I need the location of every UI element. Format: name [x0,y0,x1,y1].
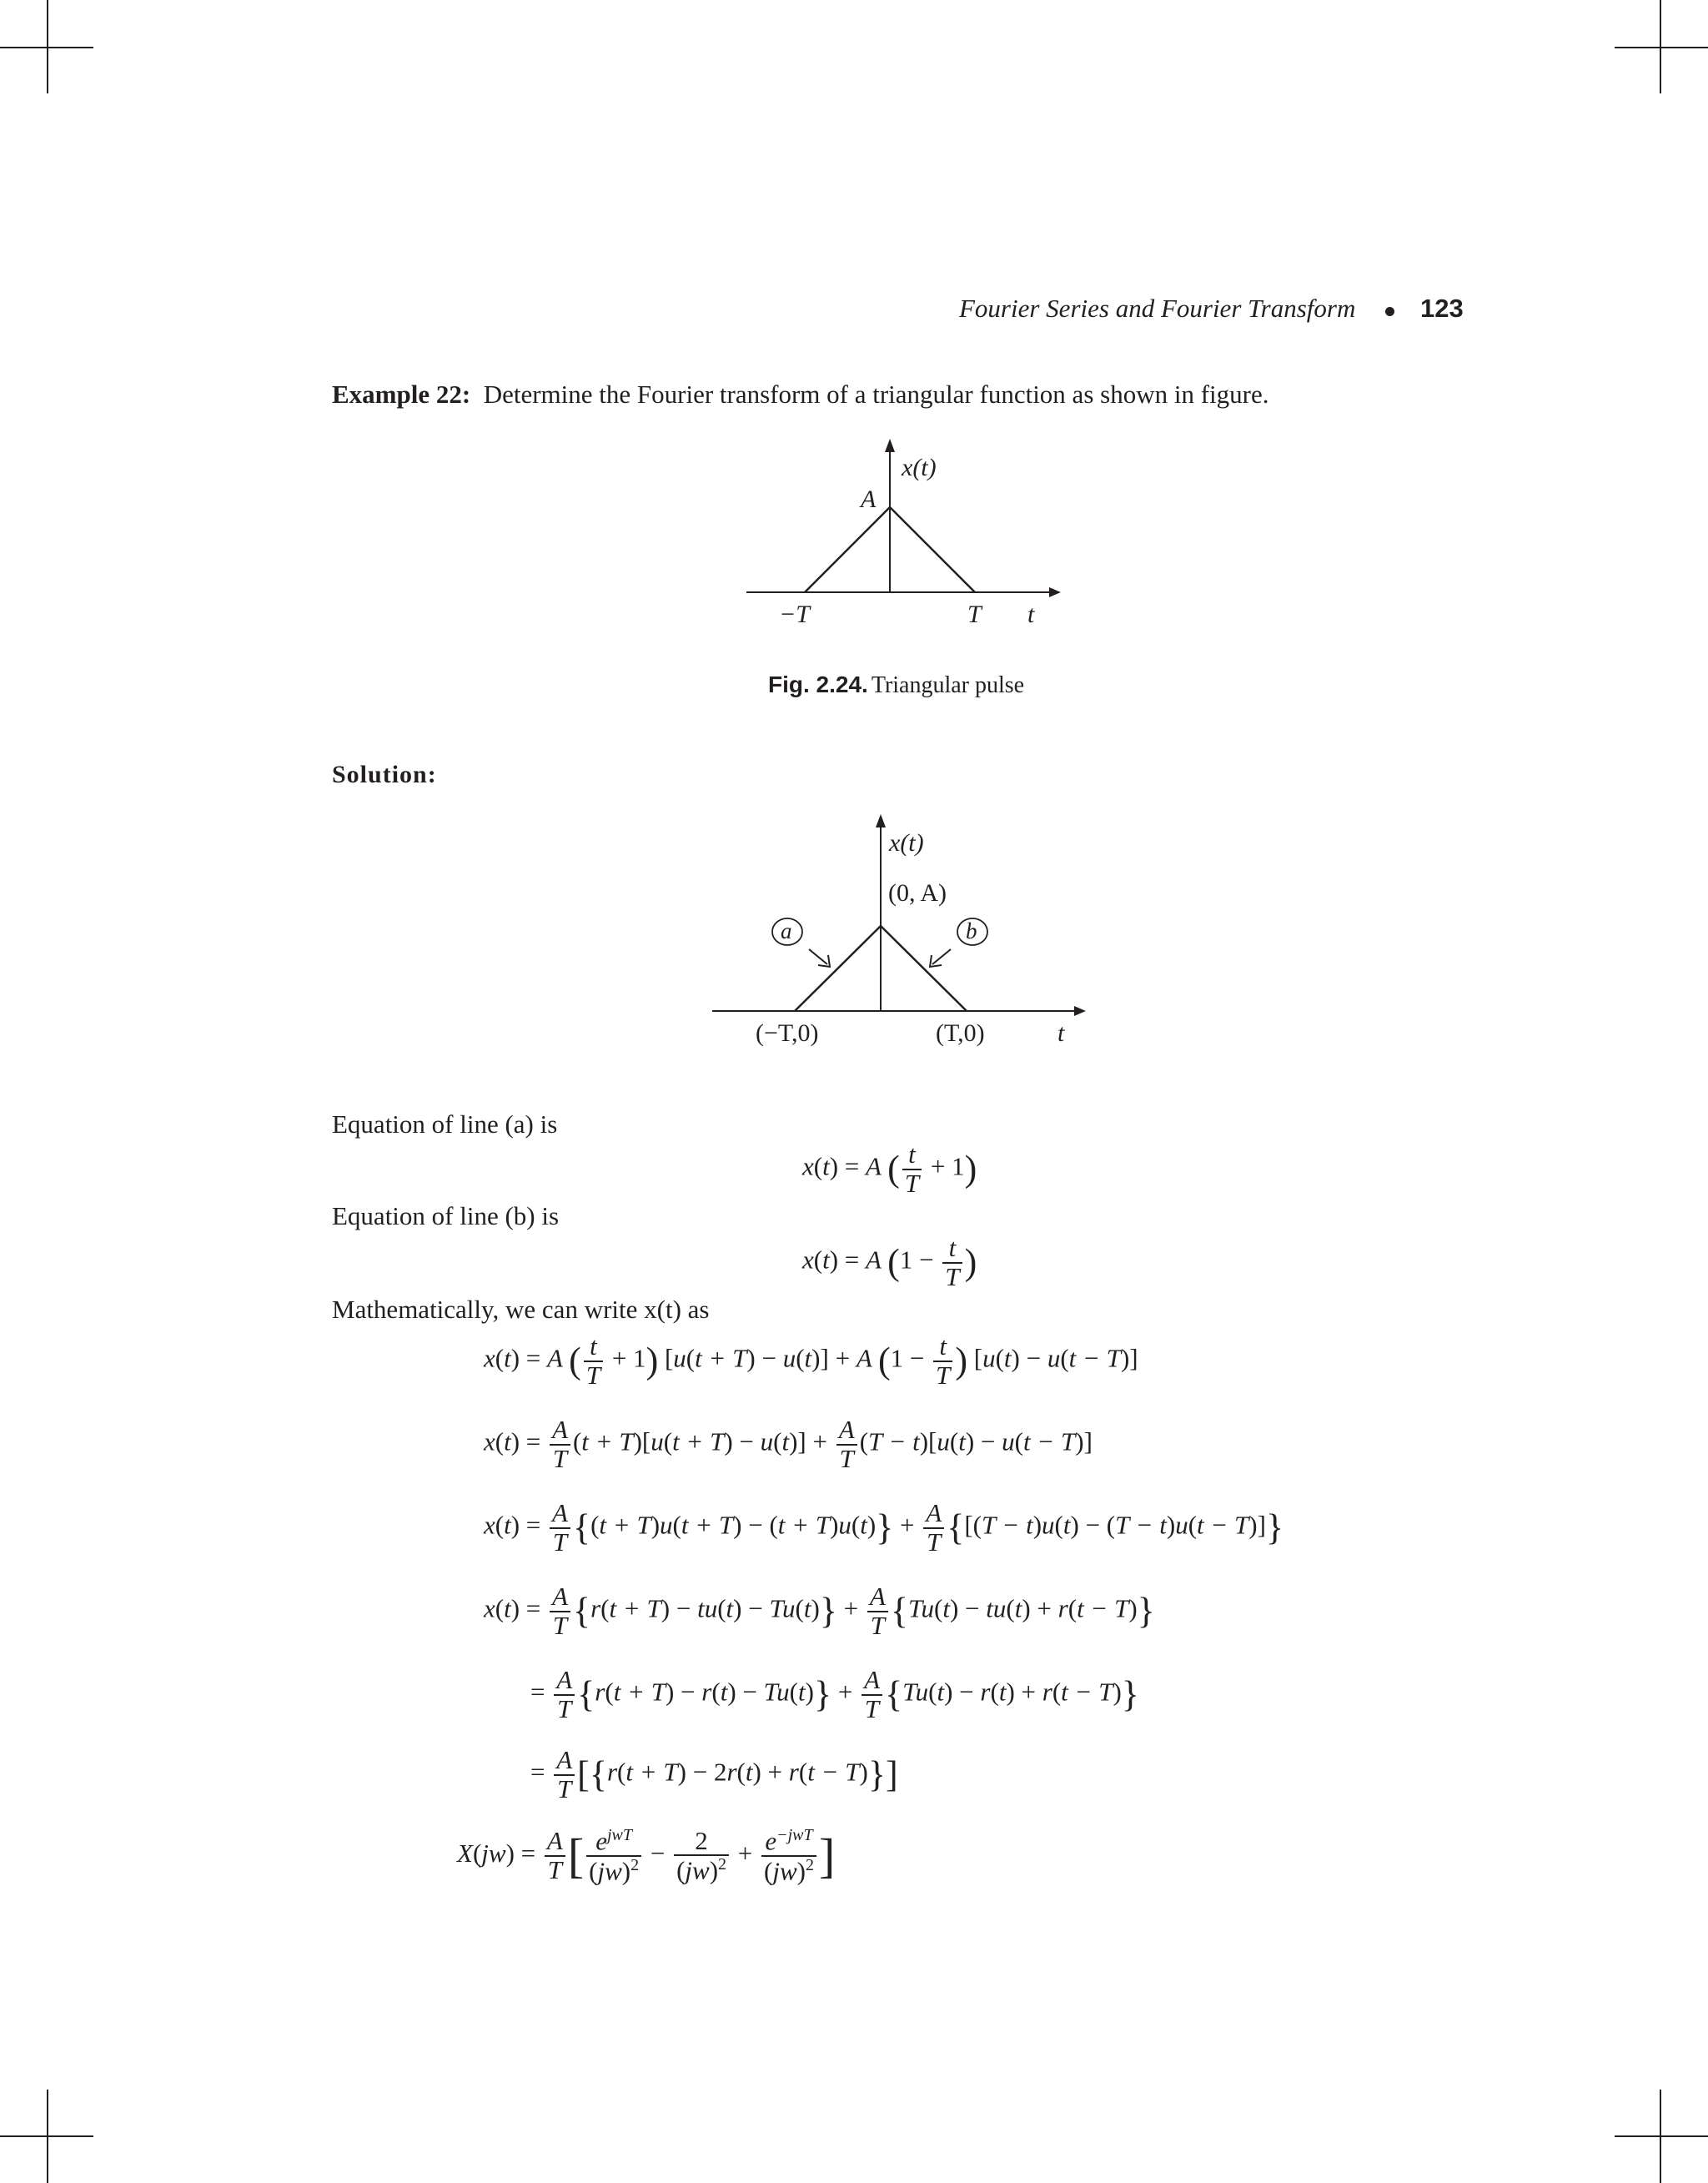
derivation-step-4: x(t) = $\frac{A}{T}$ {r(t + T) − tu(t) − Tu(t)} + $\frac{A}{T}$ {Tu(t) − tu(t) + r(t − T)} [484,1582,1155,1640]
line-b-marker: b [966,918,977,943]
mathematically-text: Mathematically, we can write x(t) as [332,1295,710,1324]
solution-figure [701,809,1101,1051]
crop-mark [0,47,93,48]
t-axis-arrow [1074,1006,1086,1016]
derivation-step-6: = $\frac{A}{T}$ [{r(t + T) − 2r(t) + r(t − T)}] [530,1745,898,1803]
fig2-axis-label: t [1057,1019,1065,1047]
running-header-title: Fourier Series and Fourier Transform [959,294,1356,323]
derivation-step-2: x(t) = $\frac{A}{T}$ (t + T)[u(t + T) − u(t)] + $\frac{A}{T}$ (T − t)[u(t) − u(t − T)] [484,1415,1093,1473]
crop-mark [0,2135,93,2137]
fig2-left-label: (−T,0) [756,1019,819,1047]
fig2-right-label: (T,0) [936,1019,985,1047]
example-text: Determine the Fourier transform of a triangular function as shown in figure. [483,380,1269,409]
header-bullet [1385,307,1394,316]
example-label: Example 22: [332,380,471,409]
crop-mark [1615,2135,1708,2137]
example-statement [332,380,1268,410]
fig1-axis-label: t [1027,601,1035,628]
x-axis-arrow [885,439,895,452]
line-a-marker: a [781,918,792,943]
fig2-peak-label: (0, A) [888,879,947,907]
x-axis-arrow [876,814,886,827]
caption-label: Fig. 2.24. [768,671,868,697]
derivation-step-1: x(t) = A ( $\frac{t}{T}$ + 1) [u(t + T) − u(t)] + A (1 − $\frac{t}{T}$ ) [u(t) − u(t − T)] [484,1331,1138,1390]
solution-heading: Solution: [332,761,437,788]
line-b-arrow [932,949,951,964]
line-a-text: Equation of line (a) is [332,1109,558,1139]
fig1-peak-label: A [861,485,877,513]
fourier-transform-result: X(jw) = $\frac{A}{T}$ [ $\frac{e^{jwT}}{(jw)^2}$ − $\frac{2}{(jw)^2}$ + $\frac{e^{-jwT}}{(jw)^2}$ ] [457,1825,836,1886]
line-b-text: Equation of line (b) is [332,1201,560,1230]
crop-mark [1615,47,1708,48]
fig1-right-label: T [967,601,982,628]
triangular-pulse-figure [734,434,1068,634]
equation-line-a: x(t) = A ( $\frac{t}{T}$ + 1) [802,1139,977,1198]
equation-line-b: x(t) = A (1 − $\frac{t}{T}$ ) [802,1233,977,1291]
line-a-arrow [809,949,827,964]
caption-text: Triangular pulse [871,672,1025,698]
figure-caption [768,671,1024,699]
page-number: 123 [1420,294,1464,323]
fig1-left-label: −T [779,601,810,628]
t-axis-arrow [1049,587,1061,597]
fig1-y-label: x(t) [902,454,937,481]
fig2-y-label: x(t) [889,829,924,857]
derivation-step-3: x(t) = $\frac{A}{T}$ {(t + T)u(t + T) − (t + T)u(t)} + $\frac{A}{T}$ {[(T − t)u(t) − (T − t)u(t − T)]} [484,1498,1284,1557]
derivation-step-5: = $\frac{A}{T}$ {r(t + T) − r(t) − Tu(t)} + $\frac{A}{T}$ {Tu(t) − r(t) + r(t − T)} [530,1665,1139,1723]
